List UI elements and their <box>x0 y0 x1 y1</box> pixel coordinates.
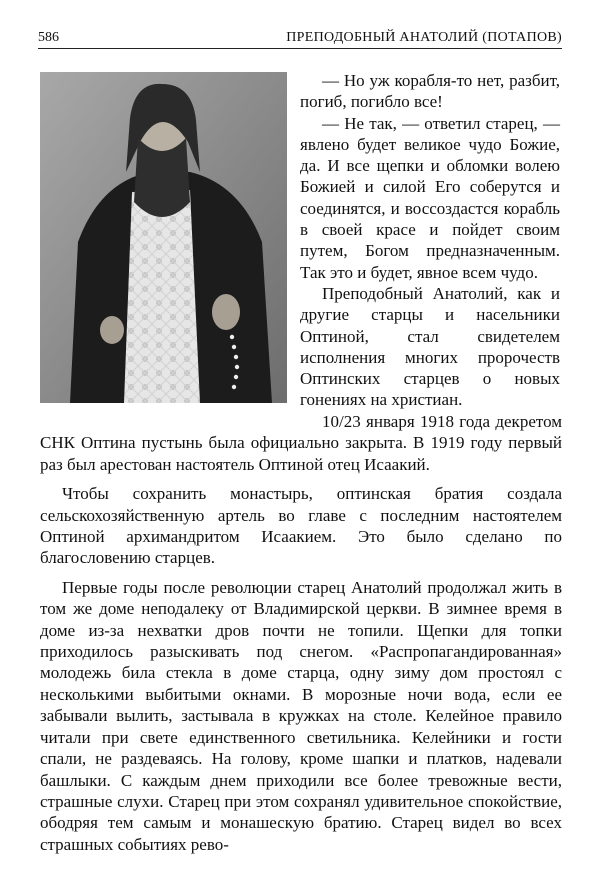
full-width-text <box>40 411 562 855</box>
portrait-photo <box>40 72 287 403</box>
paragraph-artel: Чтобы сохранить монастырь, оптинская братия создала сельскохозяйственную артель во главе с последним настоятелем Оптиной архимандритом Исаакием. Это было сделано по благословению старцев. <box>40 484 562 568</box>
paragraph-dialog-1: — Но уж корабля-то нет, разбит, погиб, погибло все! <box>300 71 560 112</box>
page-header <box>38 28 562 49</box>
column-text <box>300 70 560 411</box>
paragraph-witness: Преподобный Анатолий, как и другие старцы и насельники Оптиной, стал свидетелем исполнения многих пророчеств Оптинских старцев о новых гонениях на христиан. <box>300 283 560 410</box>
portrait-photo-icon <box>40 72 287 403</box>
paragraph-closure: 10/23 января 1918 года декретом СНК Оптина пустынь была официально закрыта. В 1919 году первый раз был арестован настоятель Оптиной отец Исаакий. <box>40 412 562 474</box>
running-title: ПРЕПОДОБНЫЙ АНАТОЛИЙ (ПОТАПОВ) <box>286 30 562 45</box>
page-number: 586 <box>38 30 59 45</box>
paragraph-after-revolution: Первые годы после революции старец Анатолий продолжал жить в том же доме неподалеку от Владимирской церкви. В зимнее время в доме из-за нехватки дров почти не топили. Щепки для топки приходилось разыскивать под снегом. «Распропагандированная» молодежь била стекла в доме старца, одну зиму дом простоял с несколькими выбитыми окнами. В морозные ночи вода, если ее забывали вылить, застывала в кружках на столе. Келейное правило читали при свете единственного светильника. Келейники и гости спали, не раздеваясь. На голову, кроме шапки и платков, надевали башлыки. С каждым днем приходили все более тревожные вести, страшные слухи. Старец при этом сохранял удивительное спокойствие, ободряя тем самым и монашескую братию. Старец видел во всех страшных событиях рево- <box>40 577 562 854</box>
paragraph-dialog-2: — Не так, — ответил старец, — явлено будет великое чудо Божие, да. И все щепки и обломки волею Божией и силой Его соберутся и соединятся, и воссоздастся корабль в своей красе и пойдет своим путем, Богом предназначенным. Так это и будет, явное всем чудо. <box>300 113 560 282</box>
